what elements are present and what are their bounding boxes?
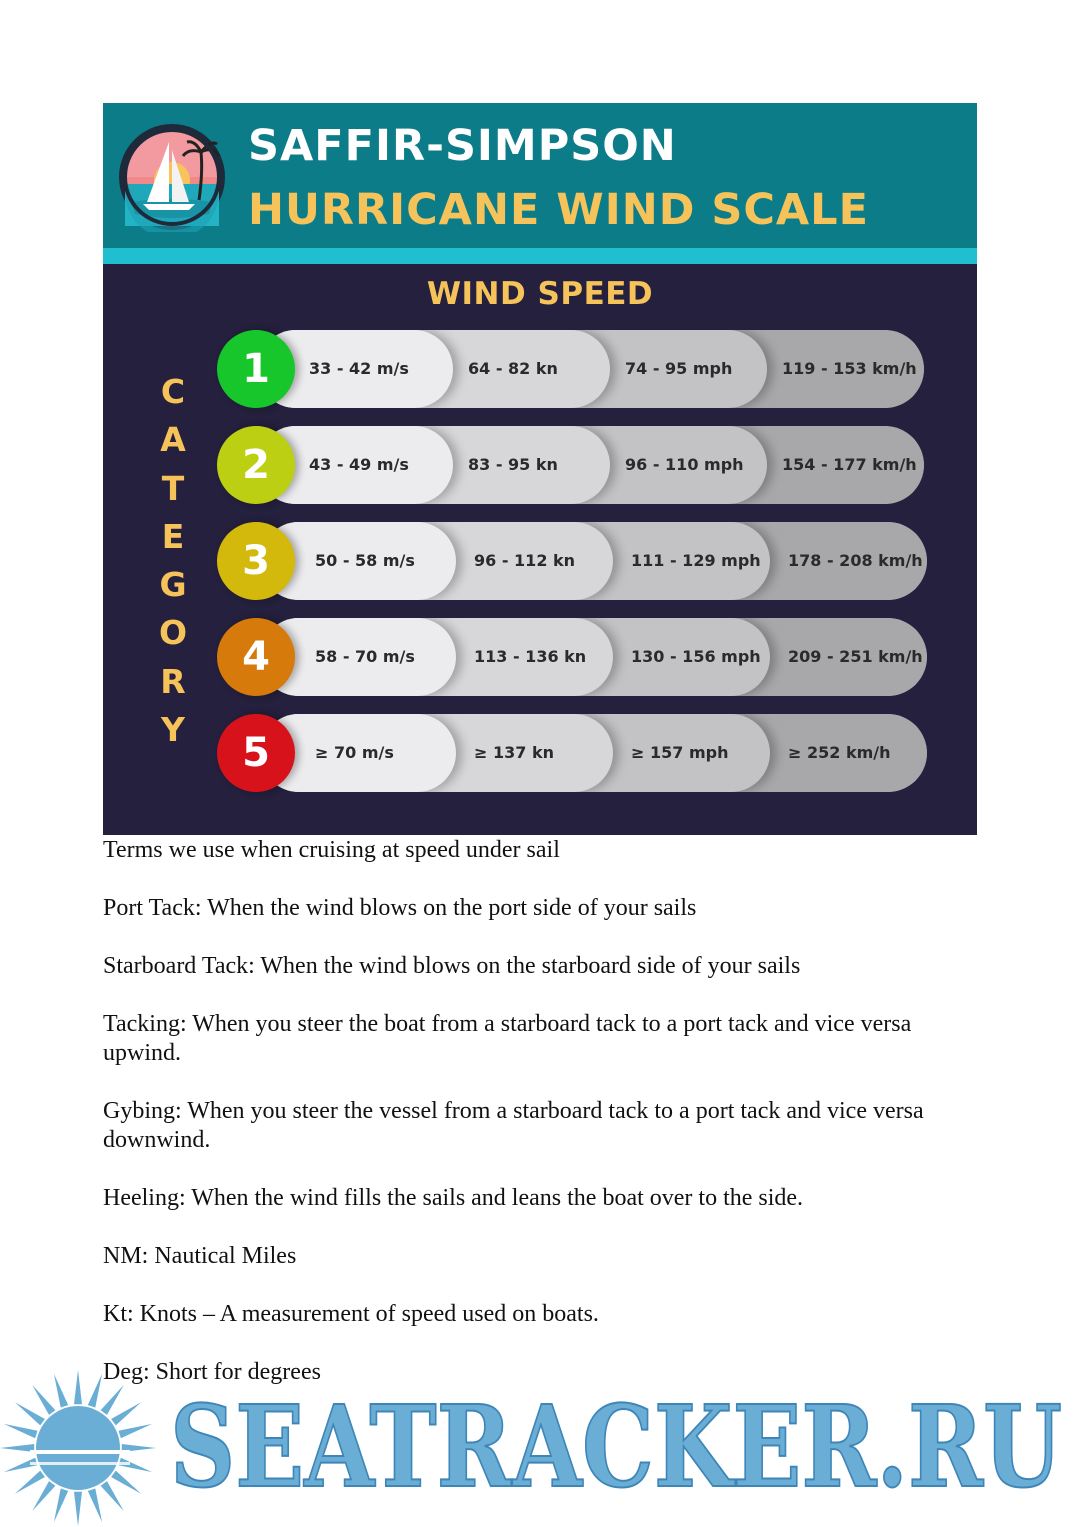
- category-letter: A: [160, 420, 186, 460]
- kn-value: 113 - 136 kn: [474, 647, 587, 666]
- speed-bar: [260, 714, 927, 792]
- category-badge: 4: [217, 618, 295, 696]
- category-letter: Y: [161, 710, 185, 750]
- sun-ray: [4, 1424, 38, 1438]
- sun-icon: [0, 1370, 160, 1527]
- category-row: [217, 522, 929, 600]
- term-item: Starboard Tack: When the wind blows on the starboard side of your sails: [103, 953, 801, 979]
- sun-ray: [54, 1374, 68, 1408]
- ms-value: ≥ 70 m/s: [315, 743, 394, 762]
- speed-bar: [260, 522, 927, 600]
- kn-value: 96 - 112 kn: [474, 551, 576, 570]
- infographic-header: [103, 103, 977, 248]
- speed-bar: [257, 330, 924, 408]
- term-item: Heeling: When the wind fills the sails and leans the boat over to the side.: [103, 1185, 804, 1211]
- category-badge: 2: [217, 426, 295, 504]
- sun-ray: [111, 1402, 141, 1425]
- mph-value: ≥ 157 mph: [631, 743, 729, 762]
- sun-ray: [74, 1492, 82, 1526]
- sun-ray: [119, 1424, 153, 1438]
- category-letter: E: [161, 516, 185, 556]
- mph-value: 96 - 110 mph: [625, 455, 744, 474]
- sun-ray: [88, 1489, 102, 1523]
- category-letter: G: [159, 565, 187, 605]
- sun-ray: [32, 1385, 55, 1415]
- category-letter: R: [160, 661, 186, 701]
- mph-value: 111 - 129 mph: [631, 551, 761, 570]
- watermark-text: SEATRACKER.RU: [170, 1386, 1062, 1506]
- sun-ray: [88, 1374, 102, 1408]
- kmh-value: 178 - 208 km/h: [788, 551, 923, 570]
- category-badge: 3: [217, 522, 295, 600]
- category-vertical-label: [155, 368, 191, 754]
- term-item: Port Tack: When the wind blows on the port side of your sails: [103, 895, 697, 921]
- sun-ray: [0, 1444, 34, 1452]
- sun-ray: [32, 1481, 55, 1511]
- kmh-value: 119 - 153 km/h: [782, 359, 917, 378]
- sun-ray: [111, 1471, 141, 1494]
- terms-list: [103, 894, 983, 1387]
- header-stripe: [103, 248, 977, 264]
- kn-value: 83 - 95 kn: [468, 455, 558, 474]
- term-item: Tacking: When you steer the boat from a starboard tack to a port tack and vice versa upwind.: [103, 1011, 912, 1066]
- speed-bar: [257, 426, 924, 504]
- term-item: Gybing: When you steer the vessel from a starboard tack to a port tack and vice versa downwind.: [103, 1098, 924, 1153]
- hurricane-scale-infographic: [103, 103, 977, 835]
- mph-value: 130 - 156 mph: [631, 647, 761, 666]
- ms-value: 33 - 42 m/s: [309, 359, 409, 378]
- category-row: [217, 426, 929, 504]
- wind-speed-heading: WIND SPEED: [426, 276, 654, 312]
- kmh-value: 209 - 251 km/h: [788, 647, 923, 666]
- sun-ray: [101, 1481, 124, 1511]
- term-item: NM: Nautical Miles: [103, 1243, 297, 1269]
- term-item: Deg: Short for degrees: [103, 1359, 321, 1385]
- category-letter: O: [158, 613, 188, 653]
- kn-value: 64 - 82 kn: [468, 359, 558, 378]
- sun-ray: [15, 1471, 45, 1494]
- category-letter: T: [161, 468, 185, 508]
- title-line-1: SAFFIR-SIMPSON: [248, 121, 677, 171]
- sailboat-sunset-icon: [117, 122, 227, 232]
- kmh-value: 154 - 177 km/h: [782, 455, 917, 474]
- ms-value: 58 - 70 m/s: [315, 647, 415, 666]
- category-rows: [217, 330, 929, 810]
- mph-value: 74 - 95 mph: [625, 359, 733, 378]
- kmh-value: ≥ 252 km/h: [788, 743, 891, 762]
- category-row: [217, 618, 929, 696]
- speed-bar: [260, 618, 927, 696]
- terms-section: [103, 836, 983, 1416]
- category-badge: 5: [217, 714, 295, 792]
- category-badge: 1: [217, 330, 295, 408]
- sun-ray: [15, 1402, 45, 1425]
- sun-ray: [54, 1489, 68, 1523]
- category-row: [217, 714, 929, 792]
- ms-value: 50 - 58 m/s: [315, 551, 415, 570]
- sun-ray: [101, 1385, 124, 1415]
- terms-intro: Terms we use when cruising at speed under sail: [103, 837, 560, 863]
- watermark-logo: [170, 1386, 1070, 1506]
- title-line-2: HURRICANE WIND SCALE: [248, 185, 869, 235]
- sun-ray: [74, 1370, 82, 1404]
- kn-value: ≥ 137 kn: [474, 743, 554, 762]
- category-letter: C: [160, 372, 186, 411]
- ms-value: 43 - 49 m/s: [309, 455, 409, 474]
- category-row: [217, 330, 929, 408]
- term-item: Kt: Knots – A measurement of speed used on boats.: [103, 1301, 599, 1327]
